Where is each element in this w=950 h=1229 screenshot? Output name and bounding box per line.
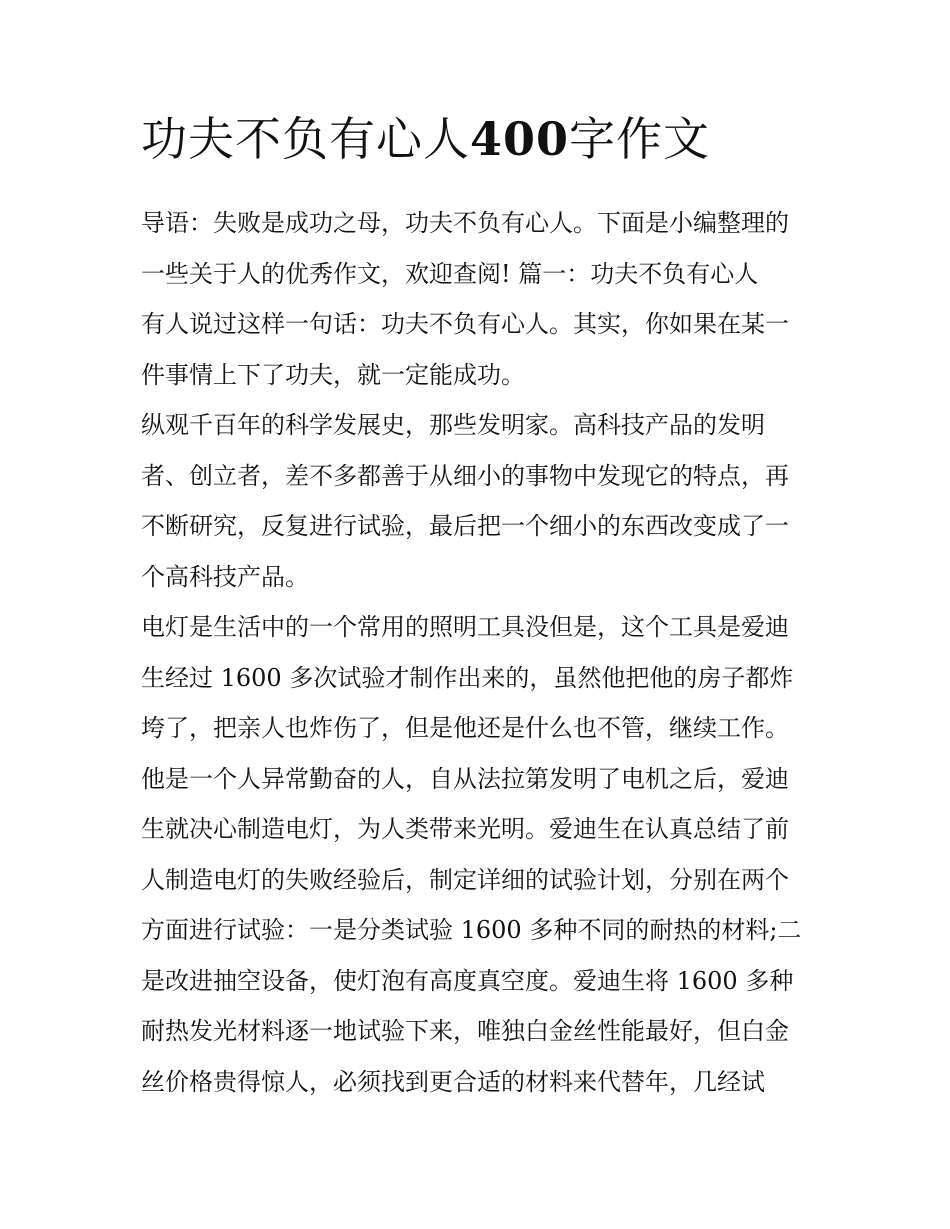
title-number: 400 — [470, 112, 570, 166]
text-line: 纵观千百年的科学发展史，那些发明家。高科技产品的发明 — [141, 411, 765, 439]
text-line: 他是一个人异常勤奋的人，自从法拉第发明了电机之后，爱迪 — [141, 764, 789, 793]
text-line: 垮了，把亲人也炸伤了，但是他还是什么也不管，继续工作。 — [141, 714, 789, 742]
document-title — [141, 112, 710, 167]
text-line: 件事情上下了功夫，就一定能成功。 — [141, 360, 525, 389]
title-prefix: 功夫不负有心人 — [141, 112, 470, 166]
text-line: 不断研究，反复进行试验，最后把一个细小的东西改变成了一 — [141, 512, 789, 540]
text-line: 生经过 1600 多次试验才制作出来的，虽然他把他的房子都炸 — [141, 663, 794, 692]
text-line: 者、创立者，差不多都善于从细小的事物中发现它的特点，再 — [141, 461, 789, 490]
text-line: 人制造电灯的失败经验后，制定详细的试验计划，分别在两个 — [141, 865, 789, 894]
text-line: 一些关于人的优秀作文，欢迎查阅! 篇一：功夫不负有心人 — [141, 259, 759, 288]
text-line: 方面进行试验：一是分类试验 1600 多种不同的耐热的材料;二 — [141, 916, 802, 944]
document-body — [141, 198, 831, 1107]
text-line: 个高科技产品。 — [141, 562, 309, 591]
text-line: 导语：失败是成功之母，功夫不负有心人。下面是小编整理的 — [141, 209, 789, 237]
text-line: 生就决心制造电灯，为人类带来光明。爱迪生在认真总结了前 — [141, 815, 789, 843]
text-line: 是改进抽空设备，使灯泡有高度真空度。爱迪生将 1600 多种 — [141, 966, 794, 995]
text-line: 丝价格贵得惊人，必须找到更合适的材料来代替年，几经试 — [141, 1067, 765, 1096]
text-line: 有人说过这样一句话：功夫不负有心人。其实，你如果在某一 — [141, 310, 789, 338]
text-line: 电灯是生活中的一个常用的照明工具没但是，这个工具是爱迪 — [141, 613, 789, 641]
text-line: 耐热发光材料逐一地试验下来，唯独白金丝性能最好，但白金 — [141, 1017, 789, 1045]
title-suffix: 字作文 — [569, 112, 711, 166]
